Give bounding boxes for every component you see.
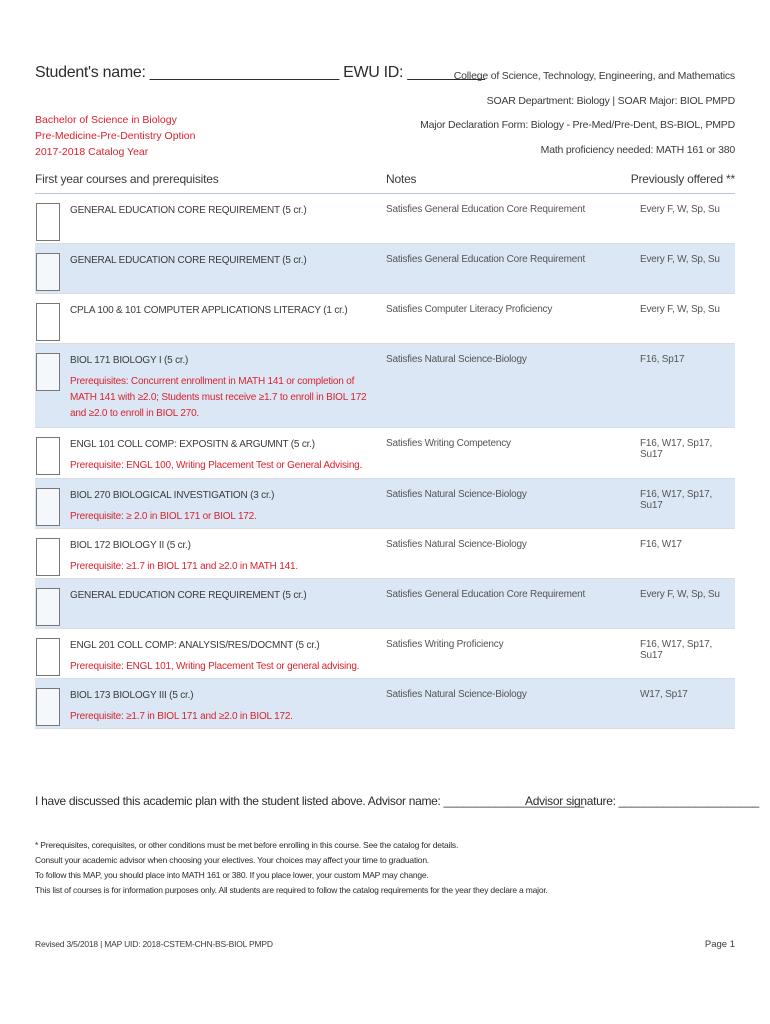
page-number: Page 1	[704, 939, 735, 950]
math-proficiency: Math proficiency needed: MATH 161 or 380	[540, 143, 735, 156]
table-row	[35, 194, 735, 244]
course-name: CPLA 100 & 101 COMPUTER APPLICATIONS LITERACY (1 cr.)	[70, 305, 348, 316]
course-notes: Satisfies Writing Competency	[386, 438, 511, 449]
completion-checkbox[interactable]	[36, 303, 60, 341]
table-row	[35, 629, 735, 679]
course-cell	[70, 438, 370, 474]
table-row	[35, 294, 735, 344]
table-row	[35, 344, 735, 428]
course-notes: Satisfies General Education Core Requirement	[386, 589, 586, 600]
course-offered: Every F, W, Sp, Su	[640, 304, 720, 315]
degree-option: Pre-Medicine-Pre-Dentistry Option	[35, 130, 196, 142]
course-notes: Satisfies Natural Science-Biology	[386, 689, 527, 700]
header-right	[375, 64, 735, 162]
course-prerequisite: Prerequisite: ≥1.7 in BIOL 171 and ≥2.0 in BIOL 172.	[70, 711, 293, 722]
footnote-electives: Consult your academic advisor when choosing your electives. Your choices may affect your time to graduation.	[35, 855, 430, 865]
column-header-notes: Notes	[386, 172, 417, 186]
course-notes: Satisfies General Education Core Requirement	[386, 204, 586, 215]
course-table	[35, 193, 735, 729]
student-name-id-line: Student's name: ______________________ EWU ID: _________	[35, 64, 485, 81]
course-name: BIOL 173 BIOLOGY III (5 cr.)	[70, 690, 194, 701]
course-prerequisite: Prerequisite: ≥1.7 in BIOL 171 and ≥2.0 in MATH 141.	[70, 561, 298, 572]
course-offered: W17, Sp17	[640, 689, 688, 700]
course-name: GENERAL EDUCATION CORE REQUIREMENT (5 cr.)	[70, 205, 307, 216]
course-name: BIOL 172 BIOLOGY II (5 cr.)	[70, 540, 191, 551]
catalog-year: 2017-2018 Catalog Year	[35, 146, 149, 158]
college-name: College of Science, Technology, Engineering, and Mathematics	[453, 70, 735, 82]
footnotes	[35, 838, 735, 898]
soar-department: SOAR Department: Biology | SOAR Major: BIOL PMPD	[486, 94, 735, 107]
completion-checkbox[interactable]	[36, 203, 60, 241]
course-offered: F16, W17, Sp17, Su17	[640, 438, 713, 460]
table-row	[35, 679, 735, 729]
course-cell	[70, 589, 370, 603]
footnote-prerequisites: * Prerequisites, corequisites, or other conditions must be met before enrolling in this course. See the catalog for details.	[35, 840, 459, 850]
course-cell	[70, 539, 370, 575]
table-row	[35, 529, 735, 579]
course-offered: Every F, W, Sp, Su	[640, 254, 720, 265]
degree-name: Bachelor of Science in Biology	[35, 114, 177, 126]
course-offered: Every F, W, Sp, Su	[640, 589, 720, 600]
table-row	[35, 428, 735, 479]
course-offered: Every F, W, Sp, Su	[640, 204, 720, 215]
course-name: BIOL 171 BIOLOGY I (5 cr.)	[70, 355, 189, 366]
completion-checkbox[interactable]	[36, 253, 60, 291]
course-cell	[70, 254, 370, 268]
course-name: GENERAL EDUCATION CORE REQUIREMENT (5 cr.)	[70, 590, 307, 601]
course-prerequisite: Prerequisites: Concurrent enrollment in MATH 141 or completion of MATH 141 with ≥2.0; Students must receive ≥1.7 to enroll in BIOL 172 and ≥2.0 to enroll in BIOL 270.	[70, 376, 367, 419]
advisor-signature: Advisor signature: ______________________	[525, 794, 759, 808]
completion-checkbox[interactable]	[36, 588, 60, 626]
course-cell	[70, 354, 370, 422]
advisor-section	[35, 794, 759, 808]
course-cell	[70, 204, 370, 218]
completion-checkbox[interactable]	[36, 688, 60, 726]
course-name: ENGL 101 COLL COMP: EXPOSITN & ARGUMNT (5 cr.)	[70, 439, 315, 450]
column-header-courses: First year courses and prerequisites	[35, 172, 219, 186]
course-name: GENERAL EDUCATION CORE REQUIREMENT (5 cr.)	[70, 255, 307, 266]
course-notes: Satisfies Natural Science-Biology	[386, 489, 527, 500]
completion-checkbox[interactable]	[36, 353, 60, 391]
footnote-math-placement: To follow this MAP, you should place into MATH 161 or 380. If you place lower, your custom MAP may change.	[35, 870, 429, 880]
table-row	[35, 244, 735, 294]
advisor-statement: I have discussed this academic plan with the student listed above. Advisor name: ______________________	[35, 794, 584, 808]
completion-checkbox[interactable]	[36, 638, 60, 676]
course-notes: Satisfies Writing Proficiency	[386, 639, 504, 650]
completion-checkbox[interactable]	[36, 538, 60, 576]
course-offered: F16, W17, Sp17, Su17	[640, 489, 713, 511]
completion-checkbox[interactable]	[36, 488, 60, 526]
course-notes: Satisfies General Education Core Requirement	[386, 254, 586, 265]
course-cell	[70, 639, 370, 675]
course-name: BIOL 270 BIOLOGICAL INVESTIGATION (3 cr.)	[70, 490, 275, 501]
course-prerequisite: Prerequisite: ENGL 101, Writing Placement Test or general advising.	[70, 661, 360, 672]
footnote-information: This list of courses is for information purposes only. All students are required to follow the catalog requirements for the year they declare a major.	[35, 885, 548, 895]
course-offered: F16, W17	[640, 539, 682, 550]
column-header-offered: Previously offered **	[630, 172, 735, 186]
completion-checkbox[interactable]	[36, 437, 60, 475]
course-cell	[70, 489, 370, 525]
course-notes: Satisfies Natural Science-Biology	[386, 354, 527, 365]
course-name: ENGL 201 COLL COMP: ANALYSIS/RES/DOCMNT (5 cr.)	[70, 640, 320, 651]
course-notes: Satisfies Natural Science-Biology	[386, 539, 527, 550]
table-row	[35, 579, 735, 629]
course-offered: F16, Sp17	[640, 354, 685, 365]
course-offered: F16, W17, Sp17, Su17	[640, 639, 713, 661]
course-prerequisite: Prerequisite: ≥ 2.0 in BIOL 171 or BIOL 172.	[70, 511, 257, 522]
table-header	[35, 172, 735, 192]
table-row	[35, 479, 735, 529]
course-notes: Satisfies Computer Literacy Proficiency	[386, 304, 553, 315]
major-declaration: Major Declaration Form: Biology - Pre-Med/Pre-Dent, BS-BIOL, PMPD	[420, 119, 735, 131]
course-cell	[70, 689, 370, 725]
revision-info: Revised 3/5/2018 | MAP UID: 2018-CSTEM-CHN-BS-BIOL PMPD	[35, 939, 273, 949]
course-cell	[70, 304, 370, 318]
course-prerequisite: Prerequisite: ENGL 100, Writing Placement Test or General Advising.	[70, 460, 363, 471]
